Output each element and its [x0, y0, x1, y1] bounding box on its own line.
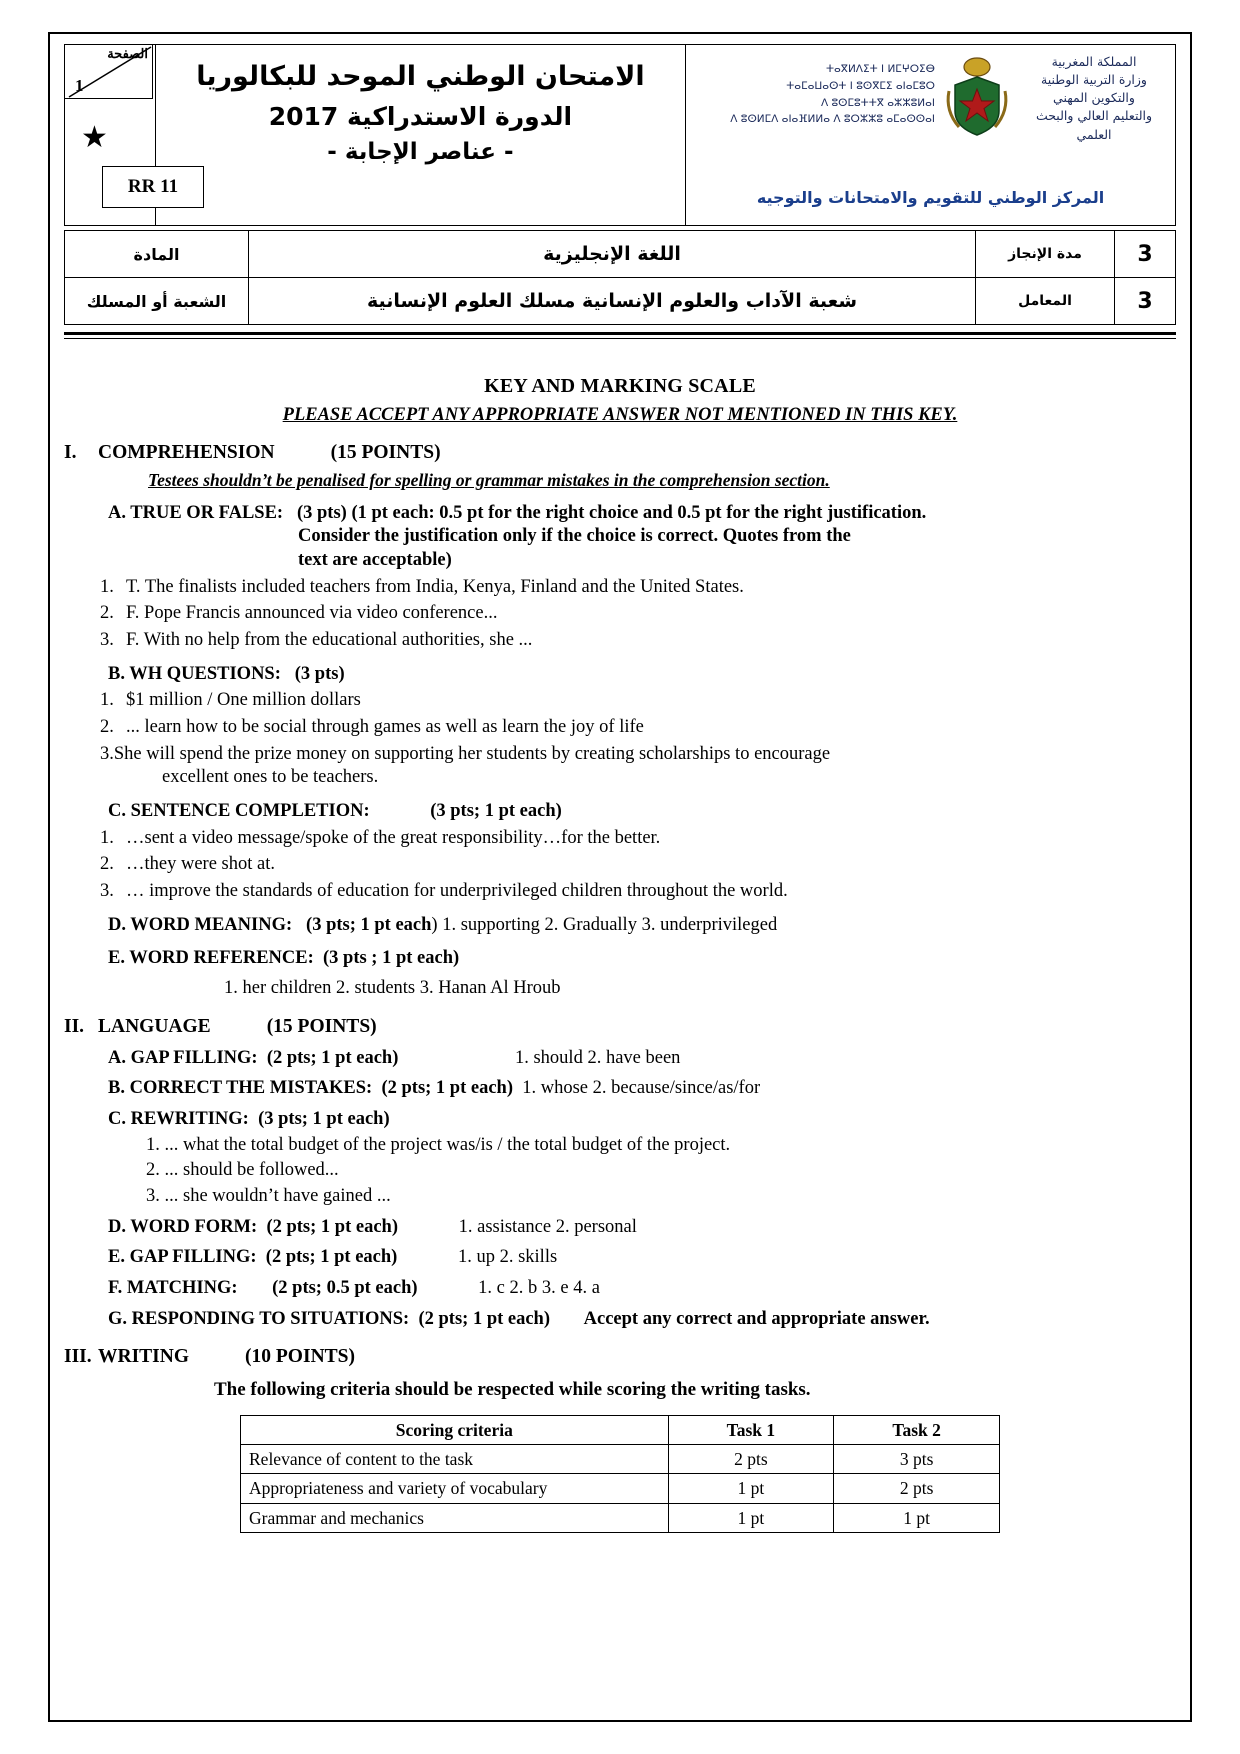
divider-thick	[64, 332, 1176, 335]
task1-cell: 1 pt	[668, 1474, 834, 1503]
language-b-label: B. CORRECT THE MISTAKES:	[108, 1078, 373, 1099]
item-text: $1 million / One million dollars	[126, 690, 361, 711]
item-number: 2.	[100, 854, 114, 875]
subsection-a-heading	[108, 502, 1176, 573]
stream-value: شعبة الآداب والعلوم الإنسانية مسلك العلوم الإنسانية	[249, 278, 976, 325]
key-note: PLEASE ACCEPT ANY APPROPRIATE ANSWER NOT MENTIONED IN THIS KEY.	[282, 404, 958, 425]
writing-criteria-note: The following criteria should be respected while scoring the writing tasks.	[214, 1379, 811, 1401]
section-writing-heading	[64, 1345, 1176, 1370]
item-text: …sent a video message/spoke of the great responsibility…for the better.	[126, 827, 661, 848]
list-item	[100, 689, 1176, 713]
item-text: T. The finalists included teachers from India, Kenya, Finland and the United States.	[126, 576, 744, 597]
language-g-points: (2 pts; 1 pt each)	[418, 1308, 551, 1329]
duration-value: 3	[1115, 231, 1176, 278]
list-item	[100, 743, 1176, 790]
subsection-c-heading	[108, 800, 1176, 824]
stream-label: الشعبة أو المسلك	[65, 278, 249, 325]
comprehension-note: Testees shouldn’t be penalised for spelling or grammar mistakes in the comprehension section.	[148, 470, 830, 491]
subsection-e-heading	[108, 947, 1176, 971]
column-header-task2: Task 2	[834, 1415, 1000, 1444]
task2-cell: 3 pts	[834, 1445, 1000, 1474]
item-text: ... learn how to be social through games as well as learn the joy of life	[126, 716, 644, 737]
item-text: …they were shot at.	[126, 854, 275, 875]
language-c-points: (3 pts; 1 pt each)	[258, 1109, 390, 1129]
language-e-label: E. GAP FILLING:	[108, 1247, 257, 1268]
item-number: 2.	[100, 603, 114, 624]
table-row	[241, 1474, 1000, 1503]
header-table	[64, 44, 1176, 226]
language-d-points: (2 pts; 1 pt each)	[266, 1216, 398, 1237]
list-item	[100, 880, 1176, 904]
item-text-cont: excellent ones to be teachers.	[162, 767, 379, 788]
tifinagh-text: ⵜⴰⴳⵍⴷⵉⵜ ⵏ ⵍⵎⵖⵔⵉⴱ ⵜⴰⵎⴰⵡⴰⵙⵜ ⵏ ⵓⵙⴳⵎⵉ ⴰⵏⴰⵎⵓⵔ ⴷ ⵓⵙⵎⵓⵜⵜⴳ ⴰⵣⵣⵓⵍⴰⵏ ⴷ ⵓⵙⵍⵎⴷ ⴰⵏⴰⴼⵍⵍⴰ ⴷ ⵓⵔⵣⵣⵓ ⴰⵎⴰⵙⵙⴰⵏ	[730, 63, 935, 126]
coefficient-value: 3	[1115, 278, 1176, 325]
language-c-item: 2. ... should be followed...	[146, 1160, 339, 1181]
ministry-text: المملكة المغربية وزارة التربية الوطنية والتكوين المهني والتعليم العالي والبحث العلمي	[1035, 54, 1153, 142]
list-item	[100, 716, 1176, 740]
language-c-row	[108, 1108, 1176, 1132]
coefficient-label: المعامل	[976, 278, 1115, 325]
language-f-points: (2 pts; 0.5 pt each)	[272, 1278, 418, 1299]
item-number: 2.	[100, 716, 114, 737]
language-d-answers: 1. assistance 2. personal	[458, 1216, 637, 1237]
subsection-e-label: E. WORD REFERENCE:	[108, 948, 314, 969]
section-title: COMPREHENSION	[98, 442, 275, 464]
item-number: 3.	[100, 629, 114, 650]
subject-value: اللغة الإنجليزية	[249, 231, 976, 278]
subsection-c-points: (3 pts; 1 pt each)	[430, 801, 562, 821]
item-number: 1.	[100, 690, 114, 711]
subsection-e-points: (3 pts ; 1 pt each)	[323, 948, 460, 969]
criteria-cell: Appropriateness and variety of vocabulary	[241, 1474, 669, 1503]
section-comprehension-heading	[64, 441, 1176, 466]
language-f-row	[108, 1277, 1176, 1301]
divider-thin	[64, 338, 1176, 339]
list-item	[100, 576, 1176, 600]
exam-title-line1: الامتحان الوطني الموحد للبكالوريا	[196, 61, 645, 92]
criteria-cell: Grammar and mechanics	[241, 1503, 669, 1532]
subsection-c-label: C. SENTENCE COMPLETION:	[108, 801, 370, 821]
subject-label: المادة	[65, 231, 249, 278]
section-title: WRITING	[98, 1346, 190, 1368]
item-text: … improve the standards of education for underprivileged children throughout the world.	[126, 881, 788, 902]
language-c-item: 3. ... she wouldn’t have gained ...	[146, 1186, 391, 1207]
center-name: المركز الوطني للتقويم والامتحانات والتوجيه	[756, 188, 1105, 207]
language-b-row	[108, 1077, 1176, 1101]
subsection-b-label: B. WH QUESTIONS:	[108, 663, 281, 684]
duration-label: مدة الإنجاز	[976, 231, 1115, 278]
section-title: LANGUAGE	[98, 1015, 211, 1037]
subject-table	[64, 230, 1176, 325]
subsection-a-points: (3 pts) (1 pt each: 0.5 pt for the right choice and 0.5 pt for the right justification.	[296, 502, 927, 523]
answer-key-body	[64, 374, 1176, 1533]
subsection-d-answers: ) 1. supporting 2. Gradually 3. underprivileged	[431, 914, 778, 935]
section-points: (15 POINTS)	[266, 1015, 377, 1037]
language-g-label: G. RESPONDING TO SITUATIONS:	[108, 1308, 410, 1329]
language-d-row	[108, 1216, 1176, 1240]
language-c-item: 1. ... what the total budget of the project was/is / the total budget of the project.	[146, 1134, 731, 1155]
list-item	[100, 602, 1176, 626]
language-e-points: (2 pts; 1 pt each)	[265, 1247, 398, 1268]
item-number: 3.	[100, 743, 114, 764]
language-g-answers: Accept any correct and appropriate answer.	[583, 1308, 930, 1329]
task2-cell: 1 pt	[834, 1503, 1000, 1532]
exam-page	[48, 32, 1192, 1722]
language-b-answers: 1. whose 2. because/since/as/for	[522, 1078, 761, 1099]
subsection-d-points: (3 pts; 1 pt each	[306, 914, 432, 935]
table-header-row	[241, 1415, 1000, 1444]
language-a-label: A. GAP FILLING:	[108, 1047, 258, 1068]
task1-cell: 2 pts	[668, 1445, 834, 1474]
item-number: 1.	[100, 576, 114, 597]
table-row	[241, 1503, 1000, 1532]
exam-title-line3: - عناصر الإجابة -	[327, 139, 514, 165]
page-number: 1	[75, 76, 84, 95]
language-e-row	[108, 1246, 1176, 1270]
exam-code-box: RR 11	[102, 166, 204, 208]
language-b-points: (2 pts; 1 pt each)	[381, 1078, 513, 1099]
task1-cell: 1 pt	[668, 1503, 834, 1532]
table-row	[241, 1445, 1000, 1474]
subsection-d-label: D. WORD MEANING:	[108, 914, 293, 935]
language-f-label: F. MATCHING:	[108, 1278, 238, 1299]
section-points: (15 POINTS)	[330, 442, 441, 464]
item-number: 1.	[100, 827, 114, 848]
language-f-answers: 1. c 2. b 3. e 4. a	[478, 1278, 600, 1299]
subsection-a-cont2: text are acceptable)	[298, 549, 452, 570]
page-label: الصفحة	[107, 46, 148, 61]
section-numeral: II.	[64, 1015, 85, 1037]
section-numeral: I.	[64, 442, 77, 464]
language-d-label: D. WORD FORM:	[108, 1216, 258, 1237]
header-logo-cell	[686, 45, 1176, 226]
item-text: F. With no help from the educational authorities, she ...	[126, 629, 533, 650]
header-title-cell	[155, 45, 685, 226]
section-numeral: III.	[64, 1346, 92, 1368]
star-icon: ★	[81, 121, 108, 154]
subsection-a-cont1: Consider the justification only if the choice is correct. Quotes from the	[298, 526, 851, 547]
section-points: (10 POINTS)	[245, 1346, 355, 1368]
page-number-box	[65, 45, 153, 99]
language-e-answers: 1. up 2. skills	[457, 1247, 558, 1268]
item-number: 3.	[100, 881, 114, 902]
language-c-label: C. REWRITING:	[108, 1109, 249, 1129]
language-a-answers: 1. should 2. have been	[514, 1047, 681, 1068]
language-a-row	[108, 1047, 1176, 1071]
language-g-row	[108, 1308, 1176, 1332]
task2-cell: 2 pts	[834, 1474, 1000, 1503]
subsection-b-points: (3 pts)	[294, 663, 345, 684]
column-header-task1: Task 1	[668, 1415, 834, 1444]
item-text: F. Pope Francis announced via video conference...	[126, 603, 498, 624]
item-text: She will spend the prize money on supporting her students by creating scholarships to encourage	[113, 743, 831, 764]
language-a-points: (2 pts; 1 pt each)	[266, 1047, 399, 1068]
subsection-d-heading	[108, 914, 1176, 938]
coat-of-arms-icon	[941, 55, 1013, 139]
subsection-b-heading	[108, 663, 1176, 687]
column-header-criteria: Scoring criteria	[241, 1415, 669, 1444]
criteria-cell: Relevance of content to the task	[241, 1445, 669, 1474]
list-item	[100, 853, 1176, 877]
exam-title-line2: الدورة الاستدراكية 2017	[268, 102, 573, 131]
list-item	[100, 827, 1176, 851]
key-title: KEY AND MARKING SCALE	[484, 375, 756, 397]
list-item	[100, 629, 1176, 653]
scoring-table	[240, 1415, 1000, 1534]
subsection-a-label: A. TRUE OR FALSE:	[108, 502, 284, 523]
section-language-heading	[64, 1015, 1176, 1040]
subsection-e-answers: 1. her children 2. students 3. Hanan Al Hroub	[224, 978, 561, 999]
